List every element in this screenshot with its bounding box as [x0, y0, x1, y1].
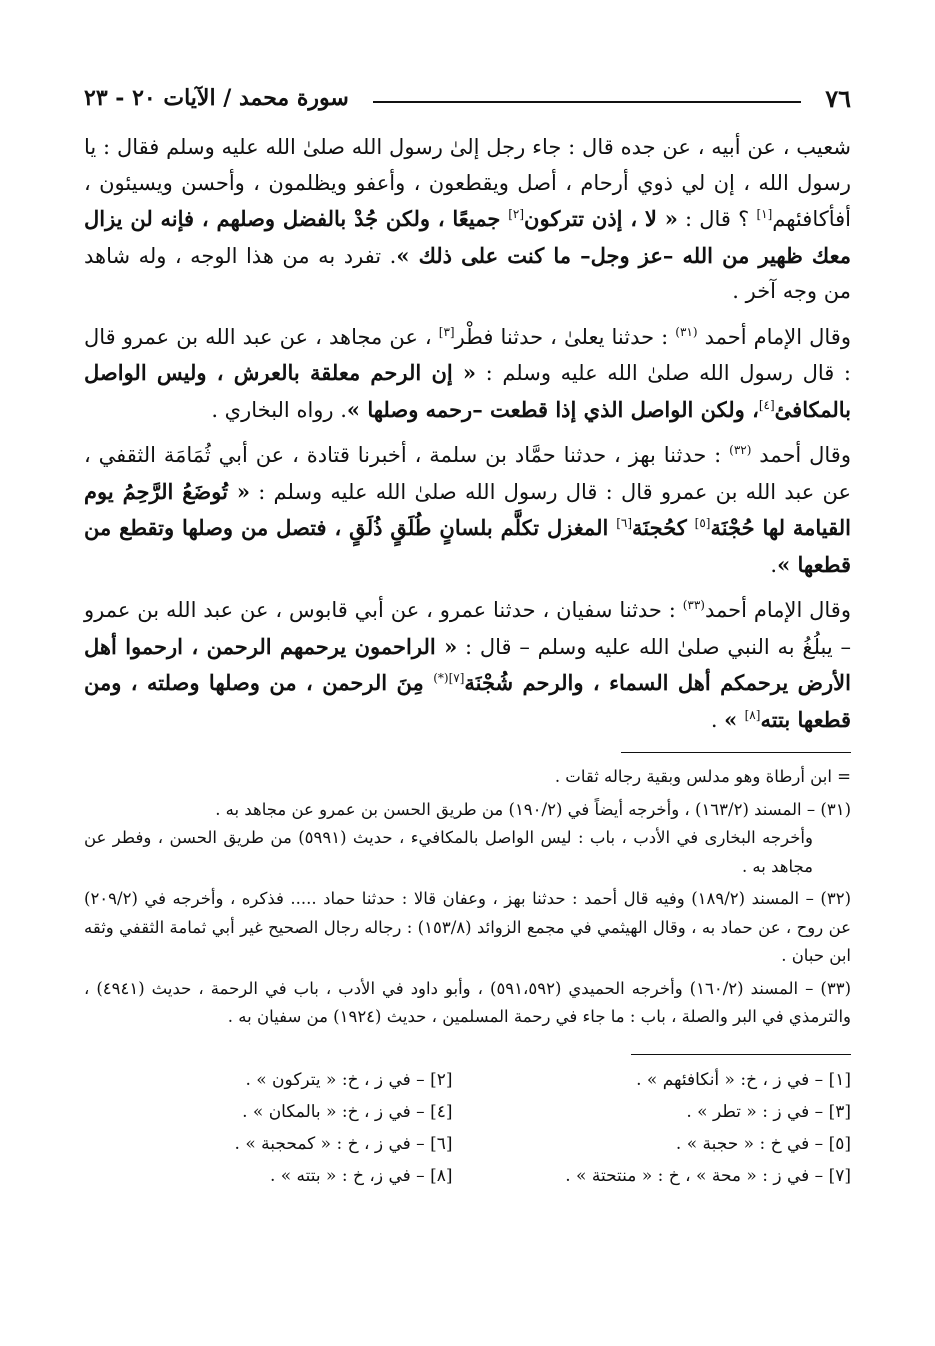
reference-marker: [٨] — [744, 707, 761, 722]
hadith-quote: كحُجنَة — [632, 515, 695, 540]
note-text: (٣٢) – المسند (١٨٩/٢) وفيه قال أحمد : حدثنا بهز ، وعفان قالا : حدثنا حماد ..... فذكره ، وأخرجه في (٢٠٩/٢) عن روح ، عن حماد به ، وقال الهيثمي في مجمع الزوائد (١٥٣/٨) : رجاله رجال الصحيح غير أبي ثمامة الثقفي وثقه ابن حبان . — [84, 889, 851, 965]
hadith-quote: « تُوضَعُ الرَّحِمُ يوم القيامة لها حُجْنَة — [84, 478, 851, 540]
narration-text: : حدثنا يعلىٰ ، حدثنا فطْر — [454, 324, 676, 349]
note-text: (٣١) – المسند (١٦٣/٢) ، وأخرجه أيضاً في (١٩٠/٢) من طريق الحسن بن عمرو عن مجاهد به . — [215, 799, 851, 819]
note-text: = ابن أرطاة وهو مدلس وبقية رجاله ثقات . — [554, 767, 851, 786]
editor-notes — [84, 763, 851, 1032]
narration-text: ؟ قال : — [677, 207, 757, 231]
narration-text: ، عن مجاهد ، عن عبد الله بن عمرو قال : قال رسول الله صلىٰ الله عليه وسلم : — [84, 324, 852, 385]
hadith-quote: ، ولكن الواصل الذي إذا قطعت –رحمه وصلها » — [346, 396, 759, 422]
narration-text: . تفرد به من هذا الوجه ، وله شاهد من وجه آخر . — [84, 243, 851, 303]
reference-marker: [٧](*) — [433, 671, 465, 685]
narration-text: : حدثنا سفيان ، حدثنا عمرو ، عن أبي قابوس ، عن عبد الله بن عمرو – يبلُغُ به النبي صلىٰ الله عليه وسلم – قال : — [84, 598, 852, 659]
notes-divider — [621, 752, 851, 753]
editor-note — [84, 796, 851, 882]
hadith-quote: مِنَ الرحمن ، من وصلها وصلته ، ومن قطعها بتته — [84, 670, 851, 732]
footnote: [١] – في ز ، خ: « أنكافئهم » . — [636, 1069, 851, 1090]
hadith-quote: جميعًا ، ولكن جُدْ بالفضل وصلهم ، فإنه لن يزال معك ظهير من الله –عز وجل– ما كنت على ذلك » — [84, 206, 851, 268]
hadith-quote: « إن الرحم معلقة بالعرش ، وليس الواصل بالمكافئ — [84, 360, 851, 422]
footnote: [٣] – في ز : « تطر » . — [686, 1101, 851, 1122]
reference-marker: [٥] — [694, 516, 711, 530]
hadith-quote: « الراحمون يرحمهم الرحمن ، ارحموا أهل الأرض يرحمكم أهل السماء ، والرحم شُجْنَة — [84, 633, 851, 695]
text-paragraph — [84, 593, 851, 738]
footnote: [٧] – في ز : « محة » ، خ : « منتحتة » . — [565, 1165, 851, 1186]
running-header — [84, 78, 851, 118]
narration-text: شعيب ، عن أبيه ، عن جده قال : جاء رجل إلىٰ رسول الله صلىٰ الله عليه وسلم فقال : يا رسول الله ، إن لي ذوي أرحام ، أصل ويقطعون ، وأعفو ويظلمون ، وأحسن ويسيئون ، أفأكافئهم — [84, 135, 851, 231]
text-paragraph — [84, 320, 851, 429]
editor-note — [84, 763, 851, 792]
header-rule — [373, 101, 801, 103]
reference-marker: [٣] — [438, 324, 455, 339]
text-paragraph — [84, 438, 851, 583]
page-number: ٧٦ — [825, 83, 851, 113]
narration-text: . — [770, 552, 778, 577]
narration-text: وقال أحمد — [751, 443, 851, 467]
footnote: [٢] – في ز ، خ: « يتركون » . — [245, 1069, 453, 1090]
narration-text: . رواه البخاري . — [211, 397, 347, 422]
text-paragraph — [84, 130, 851, 310]
footnotes-divider — [631, 1054, 851, 1055]
footnote: [٦] – في ز ، خ : « كمحجبة » . — [234, 1133, 453, 1154]
narration-text: وقال الإمام أحمد — [704, 598, 851, 622]
narration-text: وقال الإمام أحمد — [697, 324, 851, 349]
narration-text: . — [710, 707, 725, 732]
footnote: [٥] – في خ : « حجبة » . — [675, 1133, 851, 1154]
hadith-quote: » — [724, 706, 745, 732]
reference-marker: [٢] — [508, 207, 525, 221]
editor-note — [84, 885, 851, 971]
note-continuation: وأخرجه البخارى في الأدب ، باب : ليس الواصل بالمكافيء ، حديث (٥٩٩١) من طريق الحسن ، وفطر عن مجاهد به . — [84, 828, 813, 876]
reference-marker: (٣٢) — [729, 443, 752, 457]
reference-marker: (٣١) — [675, 324, 698, 339]
hadith-quote: المغزل تكلَّم بلسانٍ طُلَقٍ ذُلَقٍ ، فتصل من وصلها وتقطع من قطعها » — [84, 515, 851, 577]
reference-marker: [٤] — [758, 397, 775, 412]
reference-marker: (٣٣) — [682, 598, 705, 612]
editor-note — [84, 975, 851, 1032]
manuscript-footnotes — [84, 1067, 851, 1189]
footnote: [٤] – في ز ، خ: « بالمكان » . — [242, 1101, 453, 1122]
running-title: سورة محمد / الآيات ٢٠ - ٢٣ — [84, 85, 349, 111]
narration-text: : حدثنا بهز ، حدثنا حمَّاد بن سلمة ، أخبرنا قتادة ، عن أبي ثُمَامَة الثقفي ، عن عبد الله بن عمرو قال : قال رسول الله صلىٰ الله عليه وسلم : — [84, 443, 852, 504]
footnote: [٨] – في ز، خ : « بتته » . — [269, 1165, 453, 1186]
note-text: (٣٣) – المسند (١٦٠/٢) وأخرجه الحميدي (٥٩١،٥٩٢) ، وأبو داود في الأدب ، باب في الرحمة ، حديث (٤٩٤١) ، والترمذي في البر والصلة ، باب : ما جاء في رحمة المسلمين ، حديث (١٩٢٤) من سفيان به . — [84, 978, 851, 1026]
reference-marker: [١] — [756, 207, 773, 221]
main-text — [84, 130, 851, 738]
hadith-quote: « لا ، إذن تتركون — [524, 206, 678, 231]
reference-marker: [٦] — [616, 516, 633, 530]
